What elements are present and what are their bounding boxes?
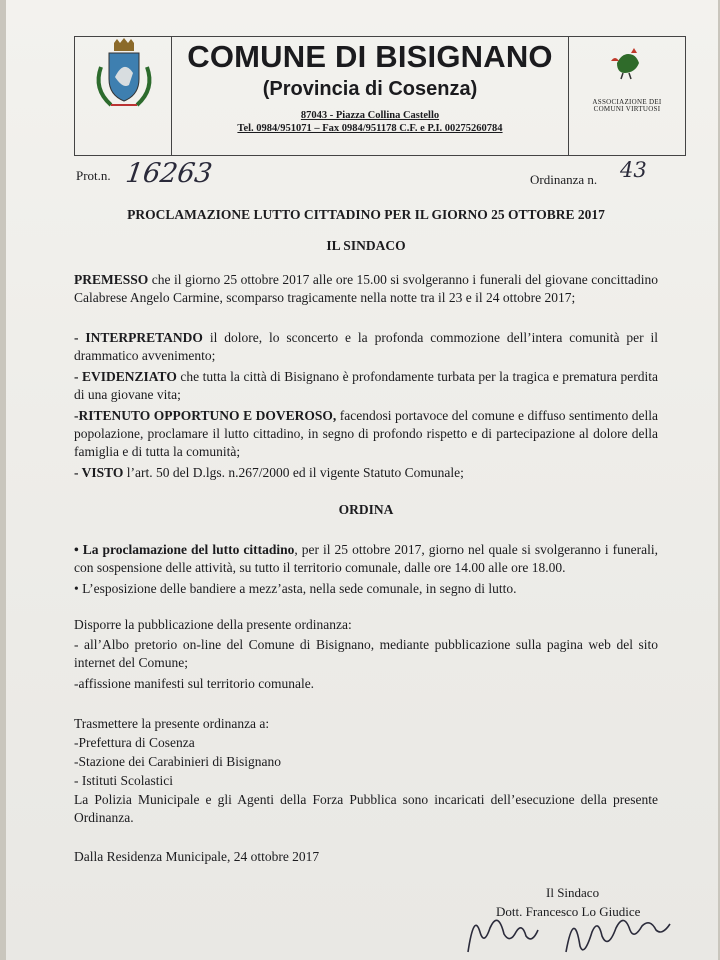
document-subtitle: IL SINDACO [326, 238, 406, 253]
association-logo-cell [568, 37, 685, 155]
association-line-2: COMUNI VIRTUOSI [593, 105, 661, 113]
place-and-date: Dalla Residenza Municipale, 24 ottobre 2017 [74, 849, 320, 864]
premise-paragraph: - INTERPRETANDO il dolore, lo sconcerto e la profonda commozione dell’intera comunità per il drammatico avvenimento; [74, 330, 659, 363]
document-page [6, 0, 718, 960]
protocol-label: Prot.n. [76, 168, 111, 183]
publication-intro: Disporre la pubblicazione della presente ordinanza: [74, 617, 352, 632]
ordinance-label: Ordinanza n. [530, 172, 598, 187]
publication-item: -affissione manifesti sul territorio comunale. [74, 676, 315, 691]
letterhead [74, 36, 686, 156]
premise-paragraph: - EVIDENZIATO che tutta la città di Bisignano è profondamente turbata per la tragica e prematura perdita di una giovane vita; [74, 369, 659, 402]
orders-heading: ORDINA [338, 502, 394, 517]
order-item: • La proclamazione del lutto cittadino, per il 25 ottobre 2017, giorno nel quale si svolgeranno i funerali, con sospensione delle attività, su tutto il territorio comunale, dalle ore 14.00 alle ore 18.00. [74, 542, 658, 575]
premise-paragraph: -RITENUTO OPPORTUNO E DOVEROSO, facendosi portavoce del comune e diffuso sentimento della popolazione, proclamare il lutto cittadino, in segno di profondo rispetto e di partecipazione al dolore della famiglia e di tutta la comunità; [74, 408, 658, 459]
transmission-item: - Istituti Scolastici [74, 773, 173, 788]
protocol-number: 16263 [123, 158, 215, 189]
premise-paragraph: - VISTO l’art. 50 del D.lgs. n.267/2000 ed il vigente Statuto Comunale; [74, 465, 464, 480]
association-line-1: ASSOCIAZIONE DEI [592, 98, 662, 106]
publication-item: - all’Albo pretorio on-line del Comune di Bisignano, mediante pubblicazione sulla pagina web del sito internet del Comune; [74, 637, 658, 670]
address-line: 87043 - Piazza Collina Castello [300, 110, 440, 121]
crest-cell [75, 37, 172, 155]
signature-title: Il Sindaco [546, 885, 600, 900]
contact-line: Tel. 0984/951071 – Fax 0984/951178 C.F. e P.I. 00275260784 [237, 123, 503, 134]
signature-name: Dott. Francesco Lo Giudice [496, 904, 641, 919]
ordinance-number: 43 [620, 158, 647, 182]
rooster-logo-icon [569, 37, 685, 97]
transmission-closing: La Polizia Municipale e gli Agenti della Forza Pubblica sono incaricati dell’esecuzione della presente Ordinanza. [74, 792, 658, 825]
association-caption [575, 99, 679, 113]
document-title: PROCLAMAZIONE LUTTO CITTADINO PER IL GIORNO 25 OTTOBRE 2017 [127, 207, 605, 222]
order-item: • L’esposizione delle bandiere a mezz’asta, nella sede comunale, in segno di lutto. [74, 581, 517, 596]
transmission-intro: Trasmettere la presente ordinanza a: [74, 716, 270, 731]
municipal-crest-icon [75, 37, 171, 155]
premise-paragraph: PREMESSO che il giorno 25 ottobre 2017 alle ore 15.00 si svolgeranno i funerali del giovane concittadino Calabrese Angelo Carmine, scomparso tragicamente nella notte tra il 23 e il 24 ottobre 2017; [74, 272, 658, 305]
transmission-item: -Prefettura di Cosenza [74, 735, 195, 750]
transmission-item: -Stazione dei Carabinieri di Bisignano [74, 754, 281, 769]
municipality-name: COMUNE DI BISIGNANO [187, 39, 553, 74]
province-name: (Provincia di Cosenza) [262, 78, 478, 100]
